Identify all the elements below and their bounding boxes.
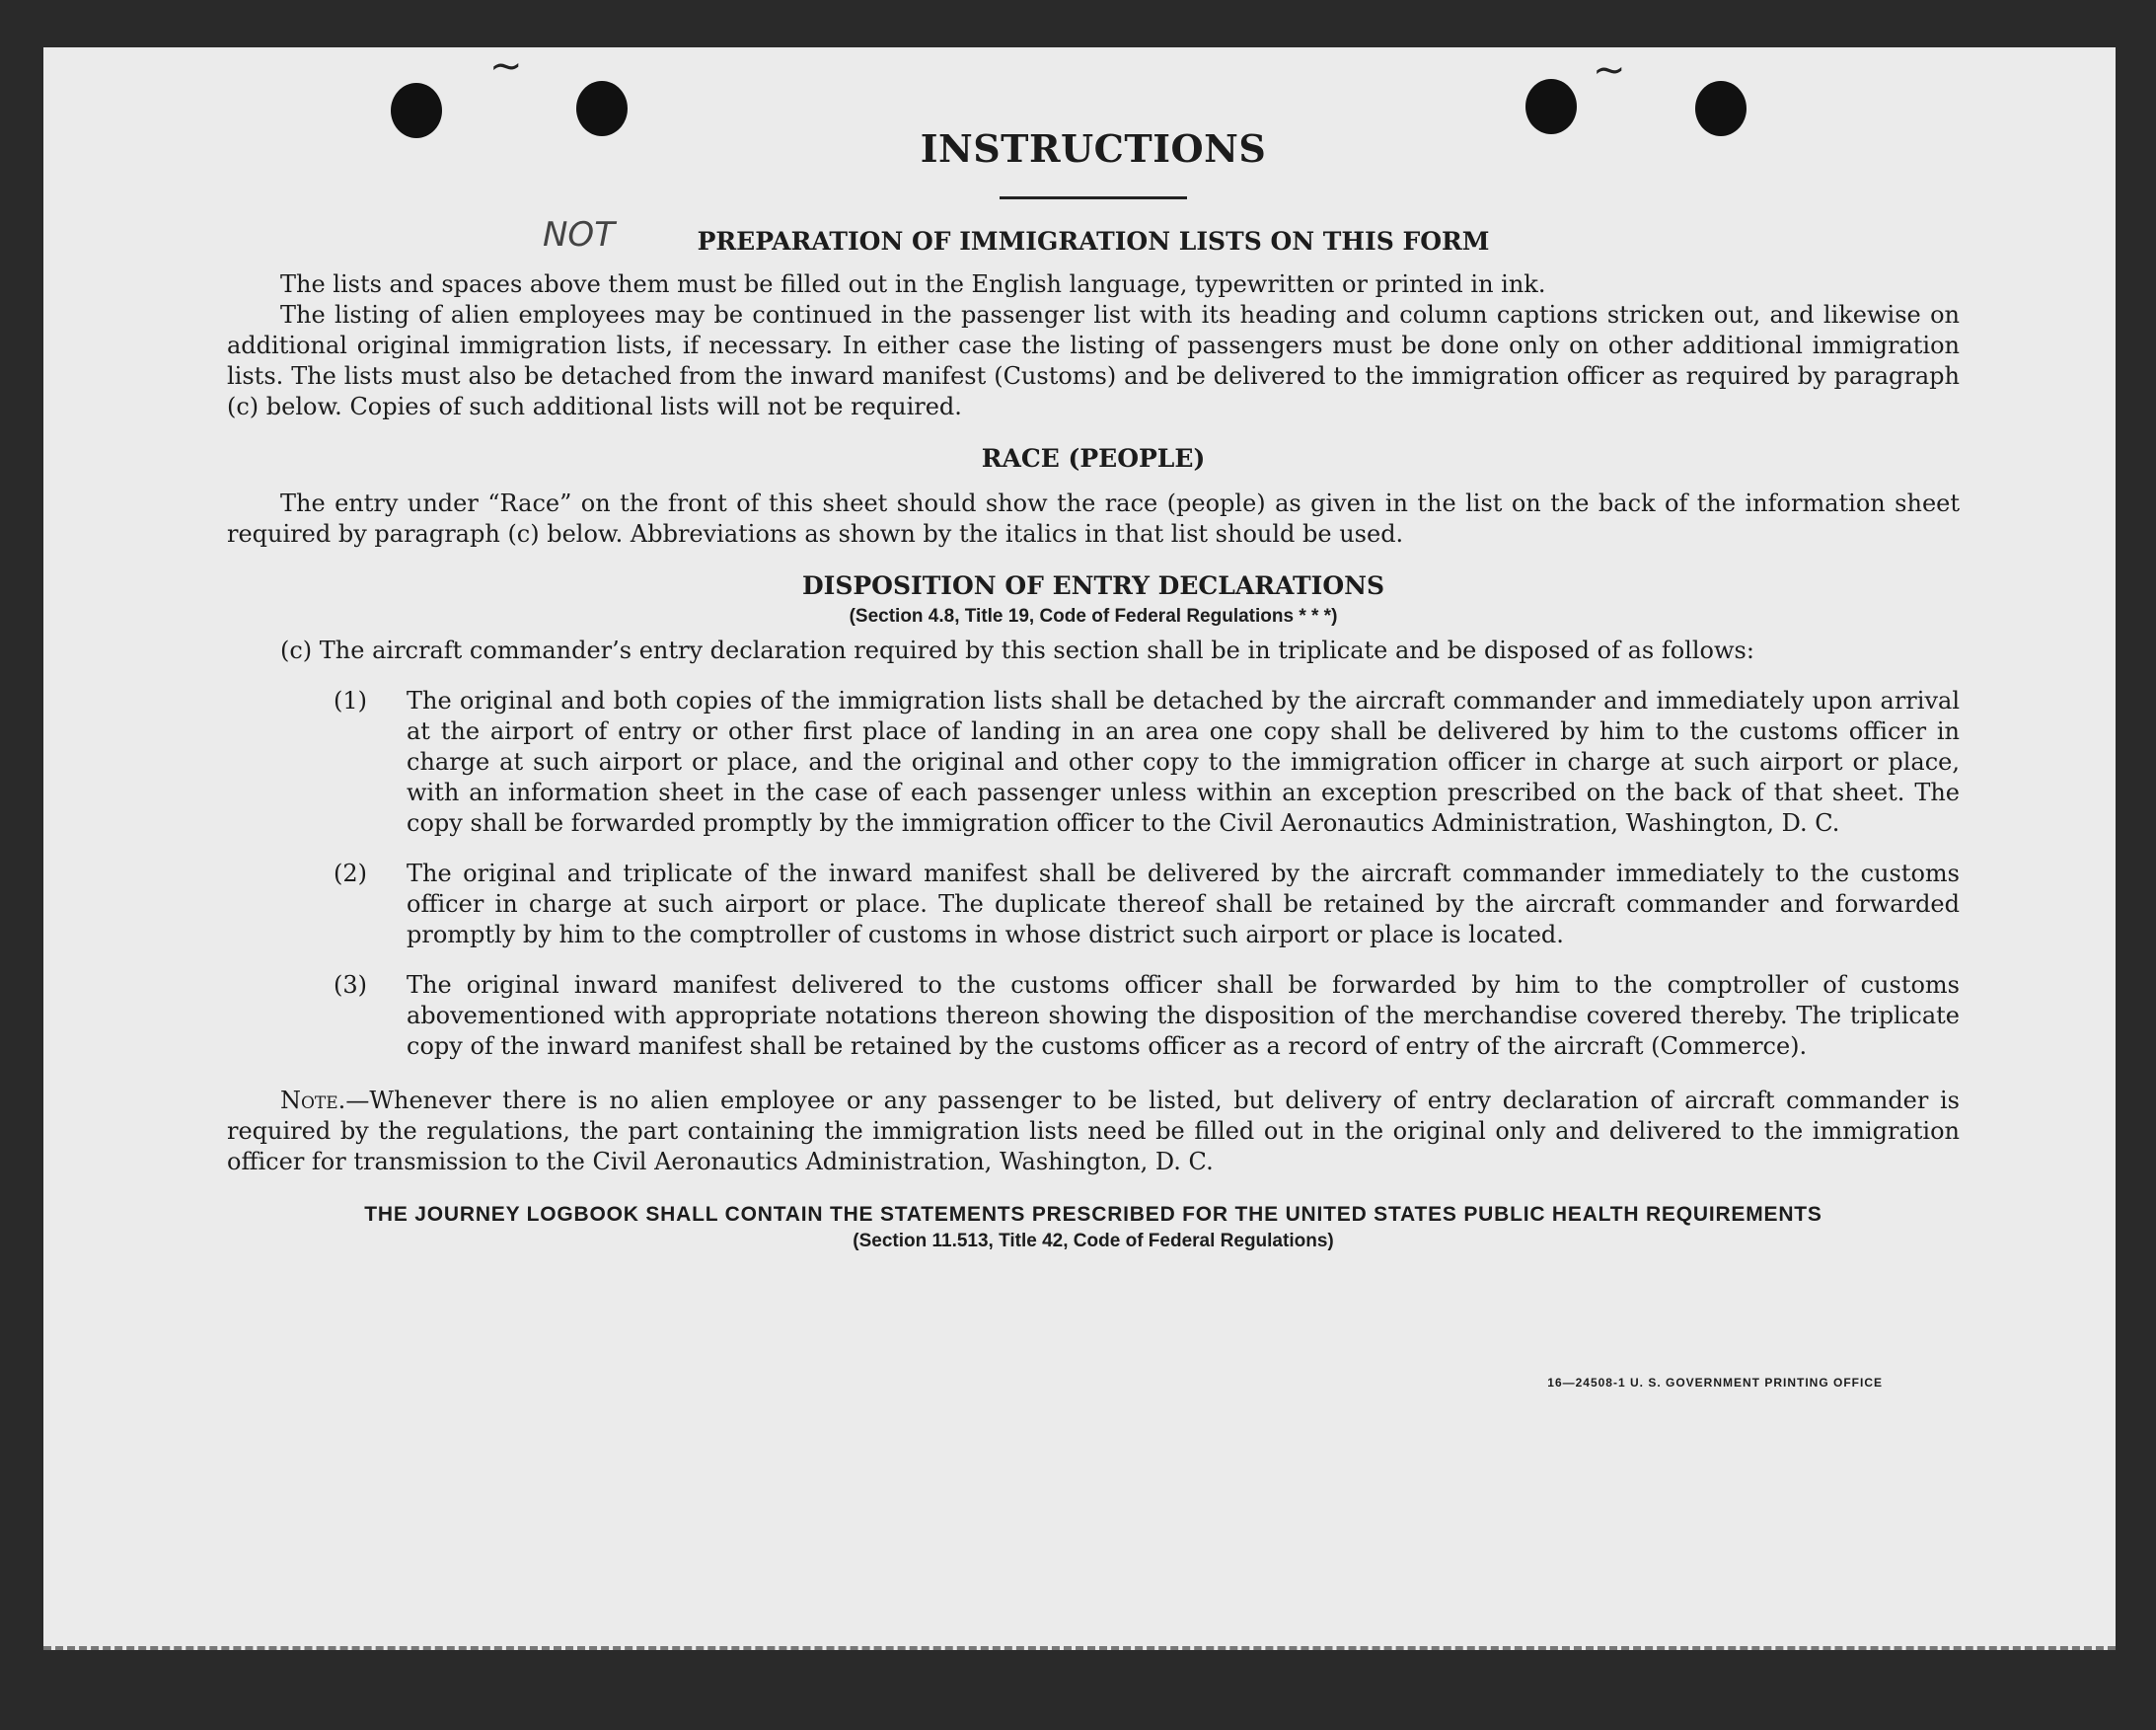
section-heading: DISPOSITION OF ENTRY DECLARATIONS — [801, 571, 1385, 600]
health-requirement: THE JOURNEY LOGBOOK SHALL CONTAIN THE STATEMENTS PRESCRIBED FOR THE UNITED STATES PUBLIC HEALTH REQUIREMENTS — [364, 1203, 1822, 1226]
list-item — [227, 970, 1960, 1062]
list-item — [227, 859, 1960, 950]
list-item-number: (2) — [334, 860, 367, 887]
note-paragraph — [227, 1086, 1960, 1177]
title-rule — [1000, 196, 1187, 199]
list-item-text: The original inward manifest delivered to the customs officer shall be forwarded by him to the comptroller of customs abovementioned with appropriate notations thereon showing the disposition of the merchandise covered thereby. The triplicate copy of the inward manifest shall be retained by the customs officer as a record of entry of the aircraft (Commerce). — [407, 971, 1960, 1060]
paragraph: (c) The aircraft commander’s entry declaration required by this section shall be in triplicate and be disposed of as follows: — [280, 637, 1754, 664]
section-heading: PREPARATION OF IMMIGRATION LISTS ON THIS FORM — [697, 227, 1490, 256]
printer-imprint: 16—24508-1 U. S. GOVERNMENT PRINTING OFFICE — [1547, 1376, 1883, 1390]
section-preparation — [227, 215, 1960, 256]
page-title: INSTRUCTIONS — [920, 126, 1267, 171]
handwritten-note: NOT — [543, 215, 615, 255]
pen-mark: ~ — [489, 43, 523, 89]
section-heading: RACE (PEOPLE) — [981, 444, 1206, 473]
list-item — [227, 686, 1960, 839]
note-text: —Whenever there is no alien employee or any passenger to be listed, but delivery of entry declaration of aircraft commander is required by the regulations, the part containing the immigration lists need be filled out in the original only and delivered to the immigration officer for transmission to the Civil Aeronautics Administration, Washington, D. C. — [227, 1087, 1960, 1175]
document-sheet — [43, 43, 2116, 1650]
list-item-text: The original and both copies of the immigration lists shall be detached by the aircraft commander and immediately upon arrival at the airport of entry or other first place of landing in an area one copy shall be delivered by him to the customs officer in charge at such airport or place, and the original and other copy to the immigration officer in charge at such airport or place, with an information sheet in the case of each passenger unless within an exception prescribed on the back of that sheet. The copy shall be forwarded promptly by the immigration officer to the Civil Aeronautics Administration, Washington, D. C. — [407, 687, 1960, 837]
pen-mark: ~ — [1593, 47, 1626, 93]
paragraph: The lists and spaces above them must be filled out in the English language, typewritten or printed in ink. — [280, 270, 1546, 298]
list-item-number: (1) — [334, 687, 367, 715]
health-citation: (Section 11.513, Title 42, Code of Federal Regulations) — [853, 1231, 1334, 1251]
paragraph: The entry under “Race” on the front of this sheet should show the race (people) as given in the list on the back of the information sheet required by paragraph (c) below. Abbreviations as shown by the italics in that list should be used. — [227, 489, 1960, 548]
list-item-text: The original and triplicate of the inward manifest shall be delivered by the aircraft commander immediately to the customs officer in charge at such airport or place. The duplicate thereof shall be retained by the aircraft commander and forwarded promptly by him to the comptroller of customs in whose district such airport or place is located. — [407, 860, 1960, 948]
paragraph: The listing of alien employees may be continued in the passenger list with its heading and column captions stricken out, and likewise on additional original immigration lists, if necessary. In either case the listing of passengers must be done only on other additional immigration lists. The lists must also be detached from the inward manifest (Customs) and be delivered to the immigration officer as required by paragraph (c) below. Copies of such additional lists will not be required. — [227, 301, 1960, 420]
note-label: Note. — [280, 1087, 346, 1114]
list-item-number: (3) — [334, 971, 367, 999]
regulation-citation: (Section 4.8, Title 19, Code of Federal Regulations * * *) — [849, 606, 1338, 627]
instructions-content — [227, 126, 1960, 1252]
